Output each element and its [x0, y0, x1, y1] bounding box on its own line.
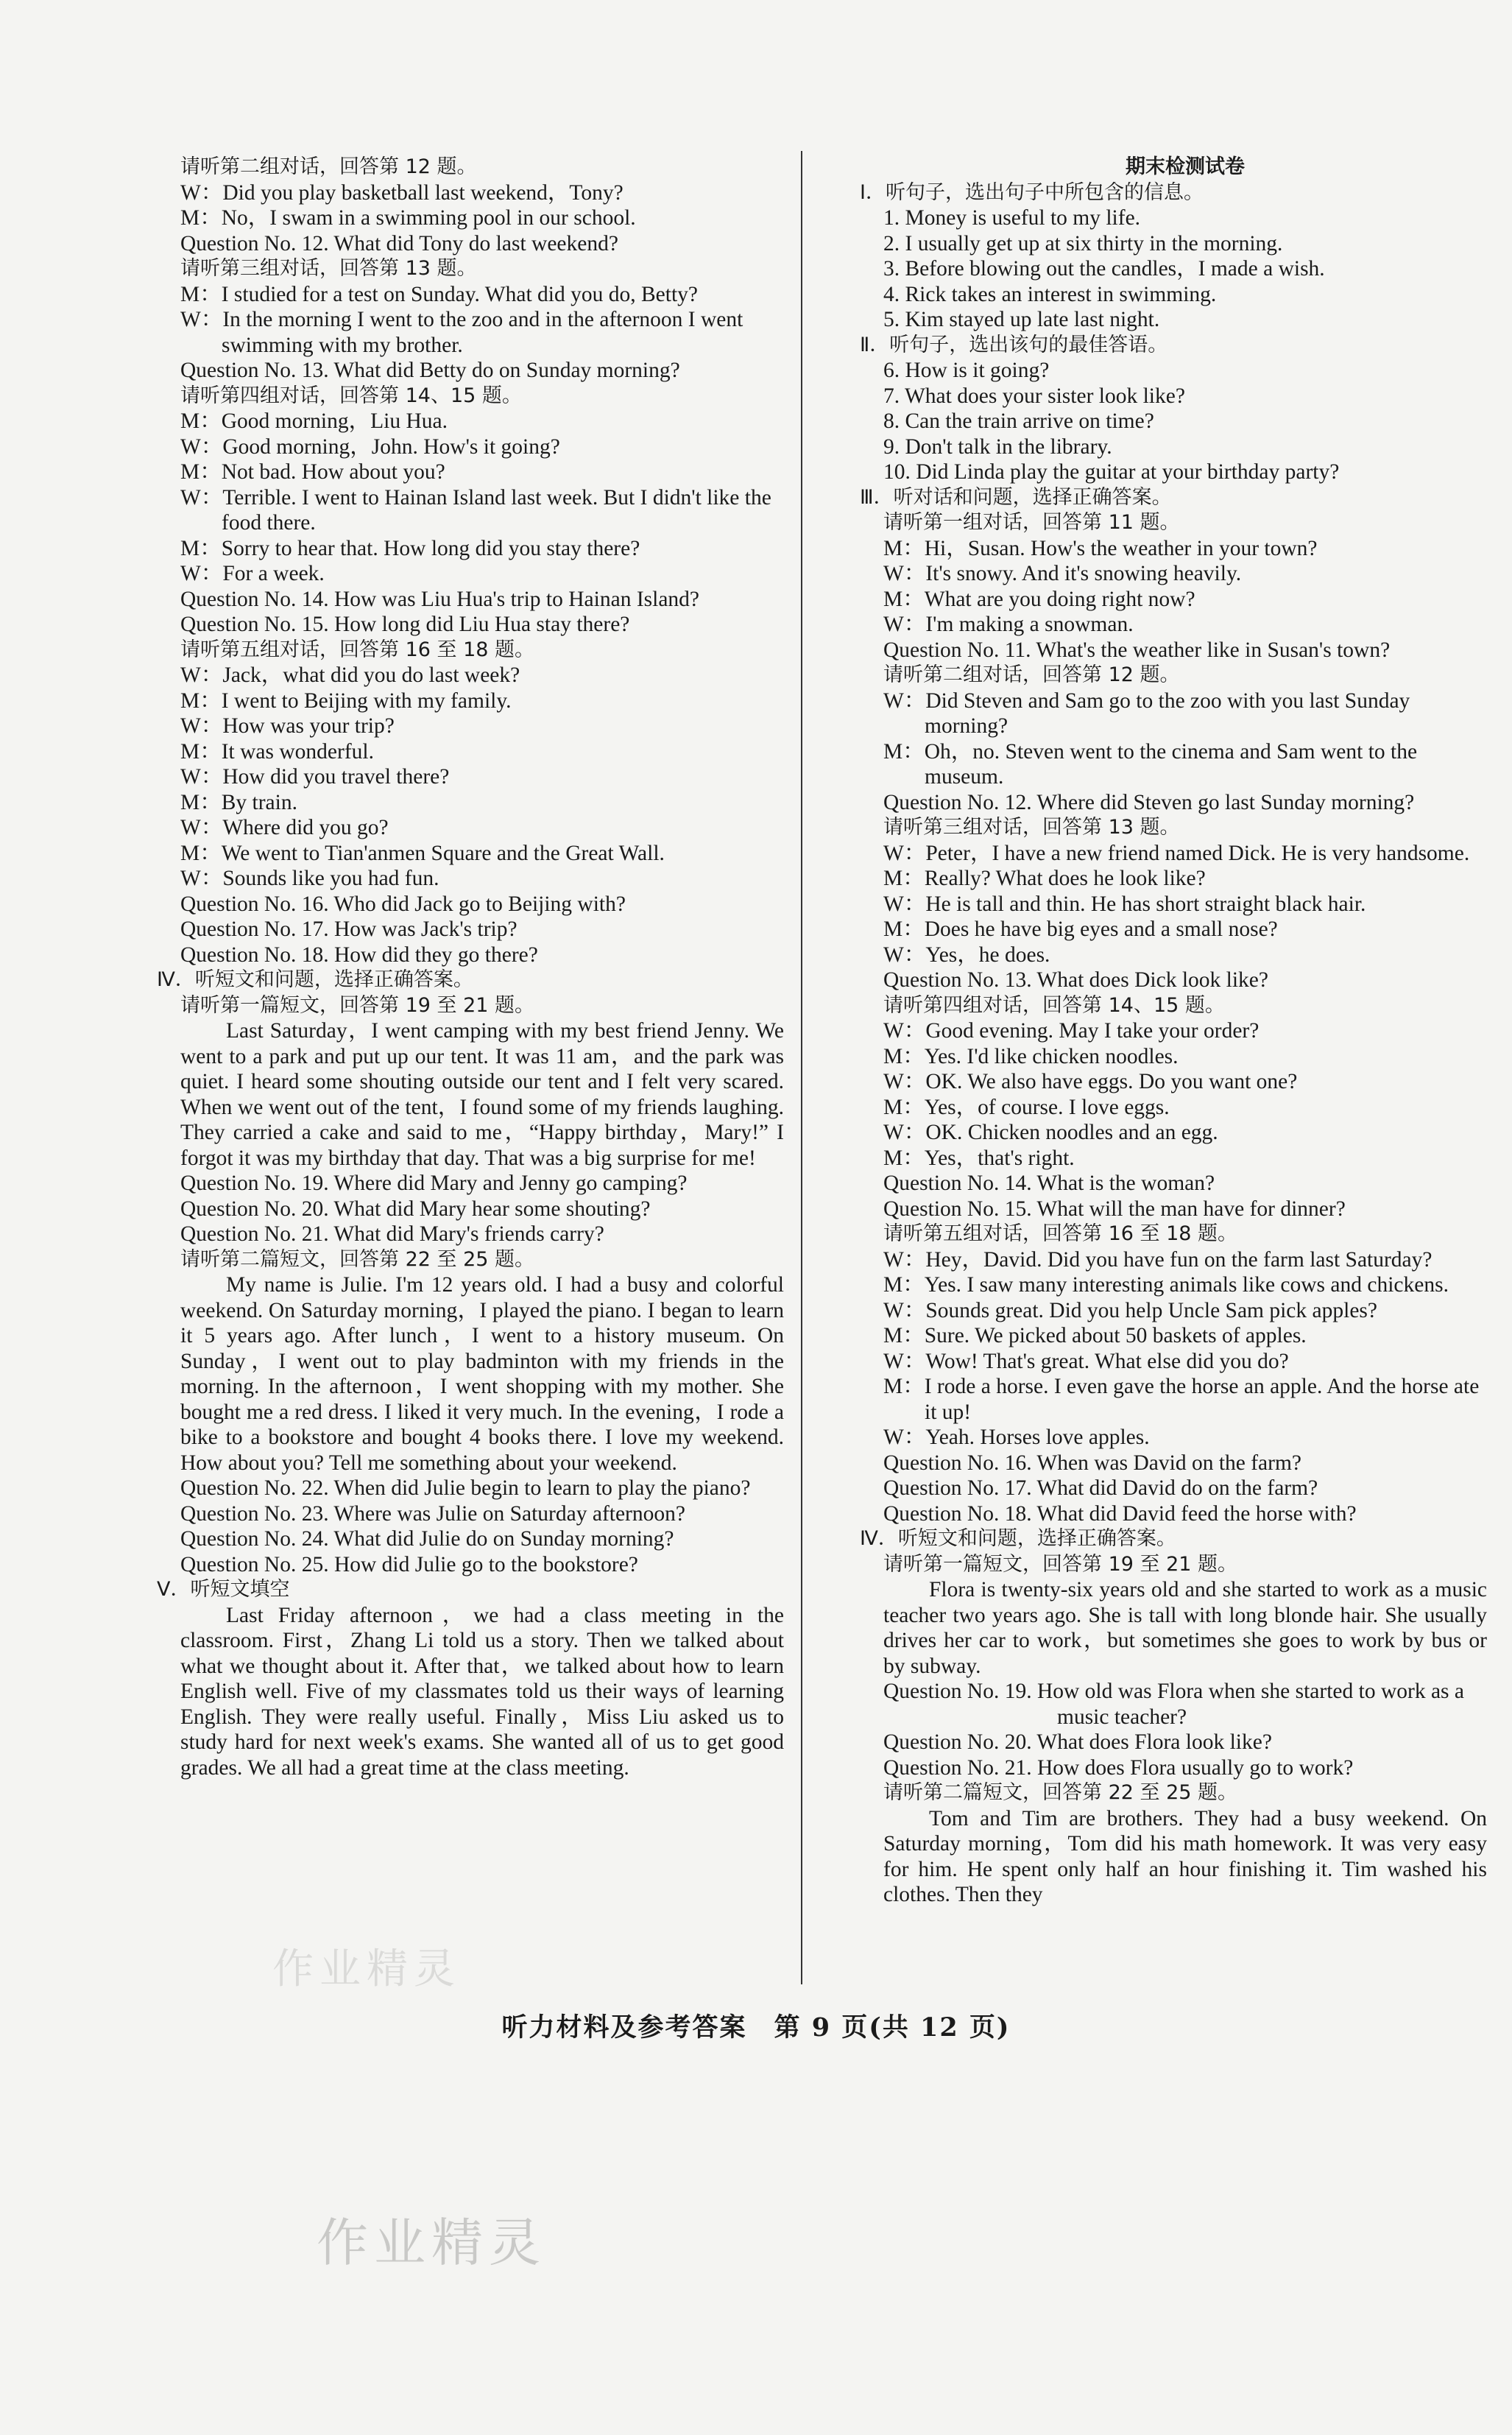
left-line: M：We went to Tian'anmen Square and the Great Wall.	[180, 841, 665, 865]
right-line: Question No. 16. When was David on the farm?	[883, 1451, 1302, 1475]
right-line: Tom and Tim are brothers. They had a busy weekend. On Saturday morning，Tom did his math homework. It was very easy for him. He spent only half an hour finishing it. Tim washed his clothes. Then they	[883, 1806, 1487, 1906]
right-line: Question No. 21. How does Flora usually go to work?	[883, 1755, 1354, 1780]
left-column	[157, 155, 784, 1780]
left-line: Question No. 12. What did Tony do last weekend?	[180, 231, 618, 256]
left-line: 请听第二组对话，回答第 12 题。	[180, 155, 477, 178]
left-line: M：I went to Beijing with my family.	[180, 688, 512, 713]
right-line: W：Sounds great. Did you help Uncle Sam pick apples?	[883, 1298, 1377, 1322]
right-line: M：Oh，no. Steven went to the cinema and Sam went to the museum.	[883, 739, 1418, 789]
right-line: W：Good evening. May I take your order?	[883, 1019, 1260, 1043]
left-line: Question No. 17. How was Jack's trip?	[180, 917, 517, 941]
right-line: Ⅲ．听对话和问题，选择正确答案。	[860, 485, 1172, 509]
right-line: 请听第一篇短文，回答第 19 至 21 题。	[883, 1552, 1238, 1576]
left-line: Question No. 24. What did Julie do on Sunday morning?	[180, 1527, 674, 1551]
right-line: Question No. 18. What did David feed the horse with?	[883, 1501, 1357, 1526]
left-line: W：Where did you go?	[180, 816, 389, 839]
right-line: M：What are you doing right now?	[883, 587, 1195, 611]
right-line: 7. What does your sister look like?	[883, 384, 1185, 408]
left-line: M：Sorry to hear that. How long did you stay there?	[180, 536, 640, 560]
left-line: W：Jack，what did you do last week?	[180, 663, 520, 687]
right-line: 请听第四组对话，回答第 14、15 题。	[883, 993, 1225, 1017]
watermark: 作业精灵	[317, 2213, 546, 2273]
left-line: Ⅴ．听短文填空	[157, 1578, 290, 1601]
right-line: 3. Before blowing out the candles，I made a wish.	[883, 257, 1325, 281]
left-line: Question No. 19. Where did Mary and Jenny go camping?	[180, 1171, 688, 1195]
left-line: W：Good morning，John. How's it going?	[180, 434, 560, 459]
watermark-small: 作业精灵	[272, 1945, 461, 1993]
right-line: Ⅳ．听短文和问题，选择正确答案。	[860, 1527, 1176, 1550]
column-divider	[801, 151, 802, 1984]
right-line: 8. Can the train arrive on time?	[883, 409, 1154, 433]
right-line: Question No. 14. What is the woman?	[883, 1171, 1215, 1195]
right-line: 1. Money is useful to my life.	[883, 206, 1141, 230]
left-line: W：For a week.	[180, 562, 325, 585]
right-line: W：OK. Chicken noodles and an egg.	[883, 1121, 1218, 1144]
right-line: M：Really? What does he look like?	[883, 867, 1206, 890]
left-line: Ⅳ．听短文和问题，选择正确答案。	[157, 968, 473, 991]
right-line: Question No. 17. What did David do on the farm?	[883, 1476, 1318, 1500]
right-line: M：Hi，Susan. How's the weather in your town?	[883, 536, 1318, 560]
left-line: W：Terrible. I went to Hainan Island last week. But I didn't like the food there.	[180, 485, 771, 535]
right-line: W：Hey，David. Did you have fun on the farm last Saturday?	[883, 1247, 1432, 1272]
left-line: M：Good morning，Liu Hua.	[180, 409, 448, 433]
right-line: W：It's snowy. And it's snowing heavily.	[883, 562, 1242, 585]
right-line: M：Yes，of course. I love eggs.	[883, 1095, 1170, 1119]
left-line: M：No，I swam in a swimming pool in our school.	[180, 206, 636, 230]
right-line: Question No. 15. What will the man have for dinner?	[883, 1197, 1346, 1221]
left-line: Question No. 13. What did Betty do on Sunday morning?	[180, 359, 680, 382]
left-line: W：How did you travel there?	[180, 765, 450, 789]
right-line: M：Sure. We picked about 50 baskets of apples.	[883, 1324, 1307, 1347]
left-line: Question No. 15. How long did Liu Hua stay there?	[180, 613, 630, 636]
right-line: W：Did Steven and Sam go to the zoo with you last Sunday morning?	[883, 688, 1410, 738]
right-line: W：Peter，I have a new friend named Dick. He is very handsome.	[883, 841, 1470, 865]
right-line: 5. Kim stayed up late last night.	[883, 308, 1160, 331]
left-line: M：I studied for a test on Sunday. What did you do, Betty?	[180, 282, 698, 306]
left-line: Question No. 25. How did Julie go to the bookstore?	[180, 1552, 638, 1576]
right-line: W：OK. We also have eggs. Do you want one?	[883, 1070, 1298, 1093]
right-line: 请听第五组对话，回答第 16 至 18 题。	[883, 1222, 1238, 1245]
right-line: W：Yes，he does.	[883, 942, 1050, 967]
right-line: Question No. 12. Where did Steven go last Sunday morning?	[883, 790, 1415, 814]
right-line: Flora is twenty-six years old and she started to work as a music teacher two years ago. She is tall with long blonde hair. She usually drives her car to work，but sometimes she goes to work by bus or by subway.	[883, 1578, 1487, 1678]
left-line: W：Did you play basketball last weekend，Tony?	[180, 180, 623, 205]
left-line: W：Sounds like you had fun.	[180, 867, 439, 890]
right-line: Ⅱ．听句子，选出该句的最佳答语。	[860, 333, 1168, 356]
right-line: 请听第二篇短文，回答第 22 至 25 题。	[883, 1781, 1238, 1804]
right-line: 6. How is it going?	[883, 359, 1050, 382]
left-line: Question No. 22. When did Julie begin to learn to play the piano?	[180, 1476, 751, 1500]
page-footer: 听力材料及参考答案 第 9 页(共 12 页)	[501, 2012, 1011, 2043]
right-line: 请听第一组对话，回答第 11 题。	[883, 511, 1180, 534]
right-line: M：I rode a horse. I even gave the horse an apple. And the horse ate it up!	[883, 1375, 1480, 1424]
right-line: 请听第三组对话，回答第 13 题。	[883, 816, 1180, 839]
left-line: 请听第一篇短文，回答第 19 至 21 题。	[180, 993, 535, 1017]
left-line: M：It was wonderful.	[180, 739, 374, 764]
right-line: 期末检测试卷	[1126, 155, 1245, 178]
left-line: 请听第四组对话，回答第 14、15 题。	[180, 384, 522, 407]
left-line: M：Not bad. How about you?	[180, 460, 445, 484]
right-line: W：Wow! That's great. What else did you do?	[883, 1349, 1289, 1373]
right-line: 请听第二组对话，回答第 12 题。	[883, 663, 1180, 686]
right-line: M：Yes. I'd like chicken noodles.	[883, 1044, 1179, 1068]
left-line: Last Saturday，I went camping with my best friend Jenny. We went to a park and put up our tent. It was 11 am，and the park was quiet. I heard some shouting outside our tent and I felt very scared. When we went out of the tent，I found some of my friends laughing. They carried a cake and said to me，“Happy birthday，Mary!” I forgot it was my birthday that day. That was a big surprise for me!	[180, 1019, 784, 1170]
right-line: 2. I usually get up at six thirty in the morning.	[883, 231, 1283, 256]
right-line: Question No. 13. What does Dick look like?	[883, 968, 1268, 992]
right-column	[860, 155, 1487, 1908]
right-line: Question No. 20. What does Flora look like?	[883, 1730, 1272, 1754]
left-line: Question No. 18. How did they go there?	[180, 942, 538, 967]
left-line: Question No. 14. How was Liu Hua's trip to Hainan Island?	[180, 587, 700, 611]
right-line: W：He is tall and thin. He has short straight black hair.	[883, 892, 1366, 916]
right-line: M：Does he have big eyes and a small nose?	[883, 917, 1278, 941]
left-line: My name is Julie. I'm 12 years old. I had a busy and colorful weekend. On Saturday morning，I played the piano. I began to learn it 5 years ago. After lunch，I went to a history museum. On Sunday，I went out to play badminton with my friends in the morning. In the afternoon，I went shopping with my mother. She bought me a red dress. I liked it very much. In the evening，I rode a bike to a bookstore and bought 4 books there. I love my weekend. How about you? Tell me something about your weekend.	[180, 1273, 784, 1475]
right-line: M：Yes，that's right.	[883, 1146, 1075, 1170]
right-line: M：Yes. I saw many interesting animals like cows and chickens.	[883, 1273, 1449, 1297]
left-line: Last Friday afternoon，we had a class meeting in the classroom. First，Zhang Li told us a story. Then we talked about what we thought about it. After that，we talked about how to learn English well. Five of my classmates told us their ways of learning English. They were really useful. Finally，Miss Liu asked us to study hard for next week's exams. She wanted all of us to get good grades. We all had a great time at the class meeting.	[180, 1603, 784, 1780]
left-line: 请听第五组对话，回答第 16 至 18 题。	[180, 638, 535, 661]
left-line: 请听第二篇短文，回答第 22 至 25 题。	[180, 1247, 535, 1271]
right-line: 9. Don't talk in the library.	[883, 434, 1112, 459]
left-line: Question No. 23. Where was Julie on Saturday afternoon?	[180, 1501, 685, 1526]
right-line: Ⅰ．听句子，选出句子中所包含的信息。	[860, 180, 1204, 204]
right-line: 10. Did Linda play the guitar at your birthday party?	[883, 460, 1340, 484]
left-line: W：In the morning I went to the zoo and in the afternoon I went swimming with my brother.	[180, 308, 743, 357]
right-line: Question No. 11. What's the weather like in Susan's town?	[883, 638, 1391, 662]
right-line: W：Yeah. Horses love apples.	[883, 1426, 1150, 1449]
left-line: Question No. 16. Who did Jack go to Beijing with?	[180, 892, 626, 916]
left-line: M：By train.	[180, 790, 297, 814]
left-line: 请听第三组对话，回答第 13 题。	[180, 257, 477, 280]
right-line: Question No. 19. How old was Flora when she started to work as a music teacher?	[883, 1680, 1464, 1729]
left-line: W：How was your trip?	[180, 714, 395, 738]
right-line: 4. Rick takes an interest in swimming.	[883, 282, 1217, 306]
left-line: Question No. 21. What did Mary's friends carry?	[180, 1222, 604, 1246]
left-line: Question No. 20. What did Mary hear some shouting?	[180, 1197, 651, 1221]
right-line: W：I'm making a snowman.	[883, 613, 1134, 636]
